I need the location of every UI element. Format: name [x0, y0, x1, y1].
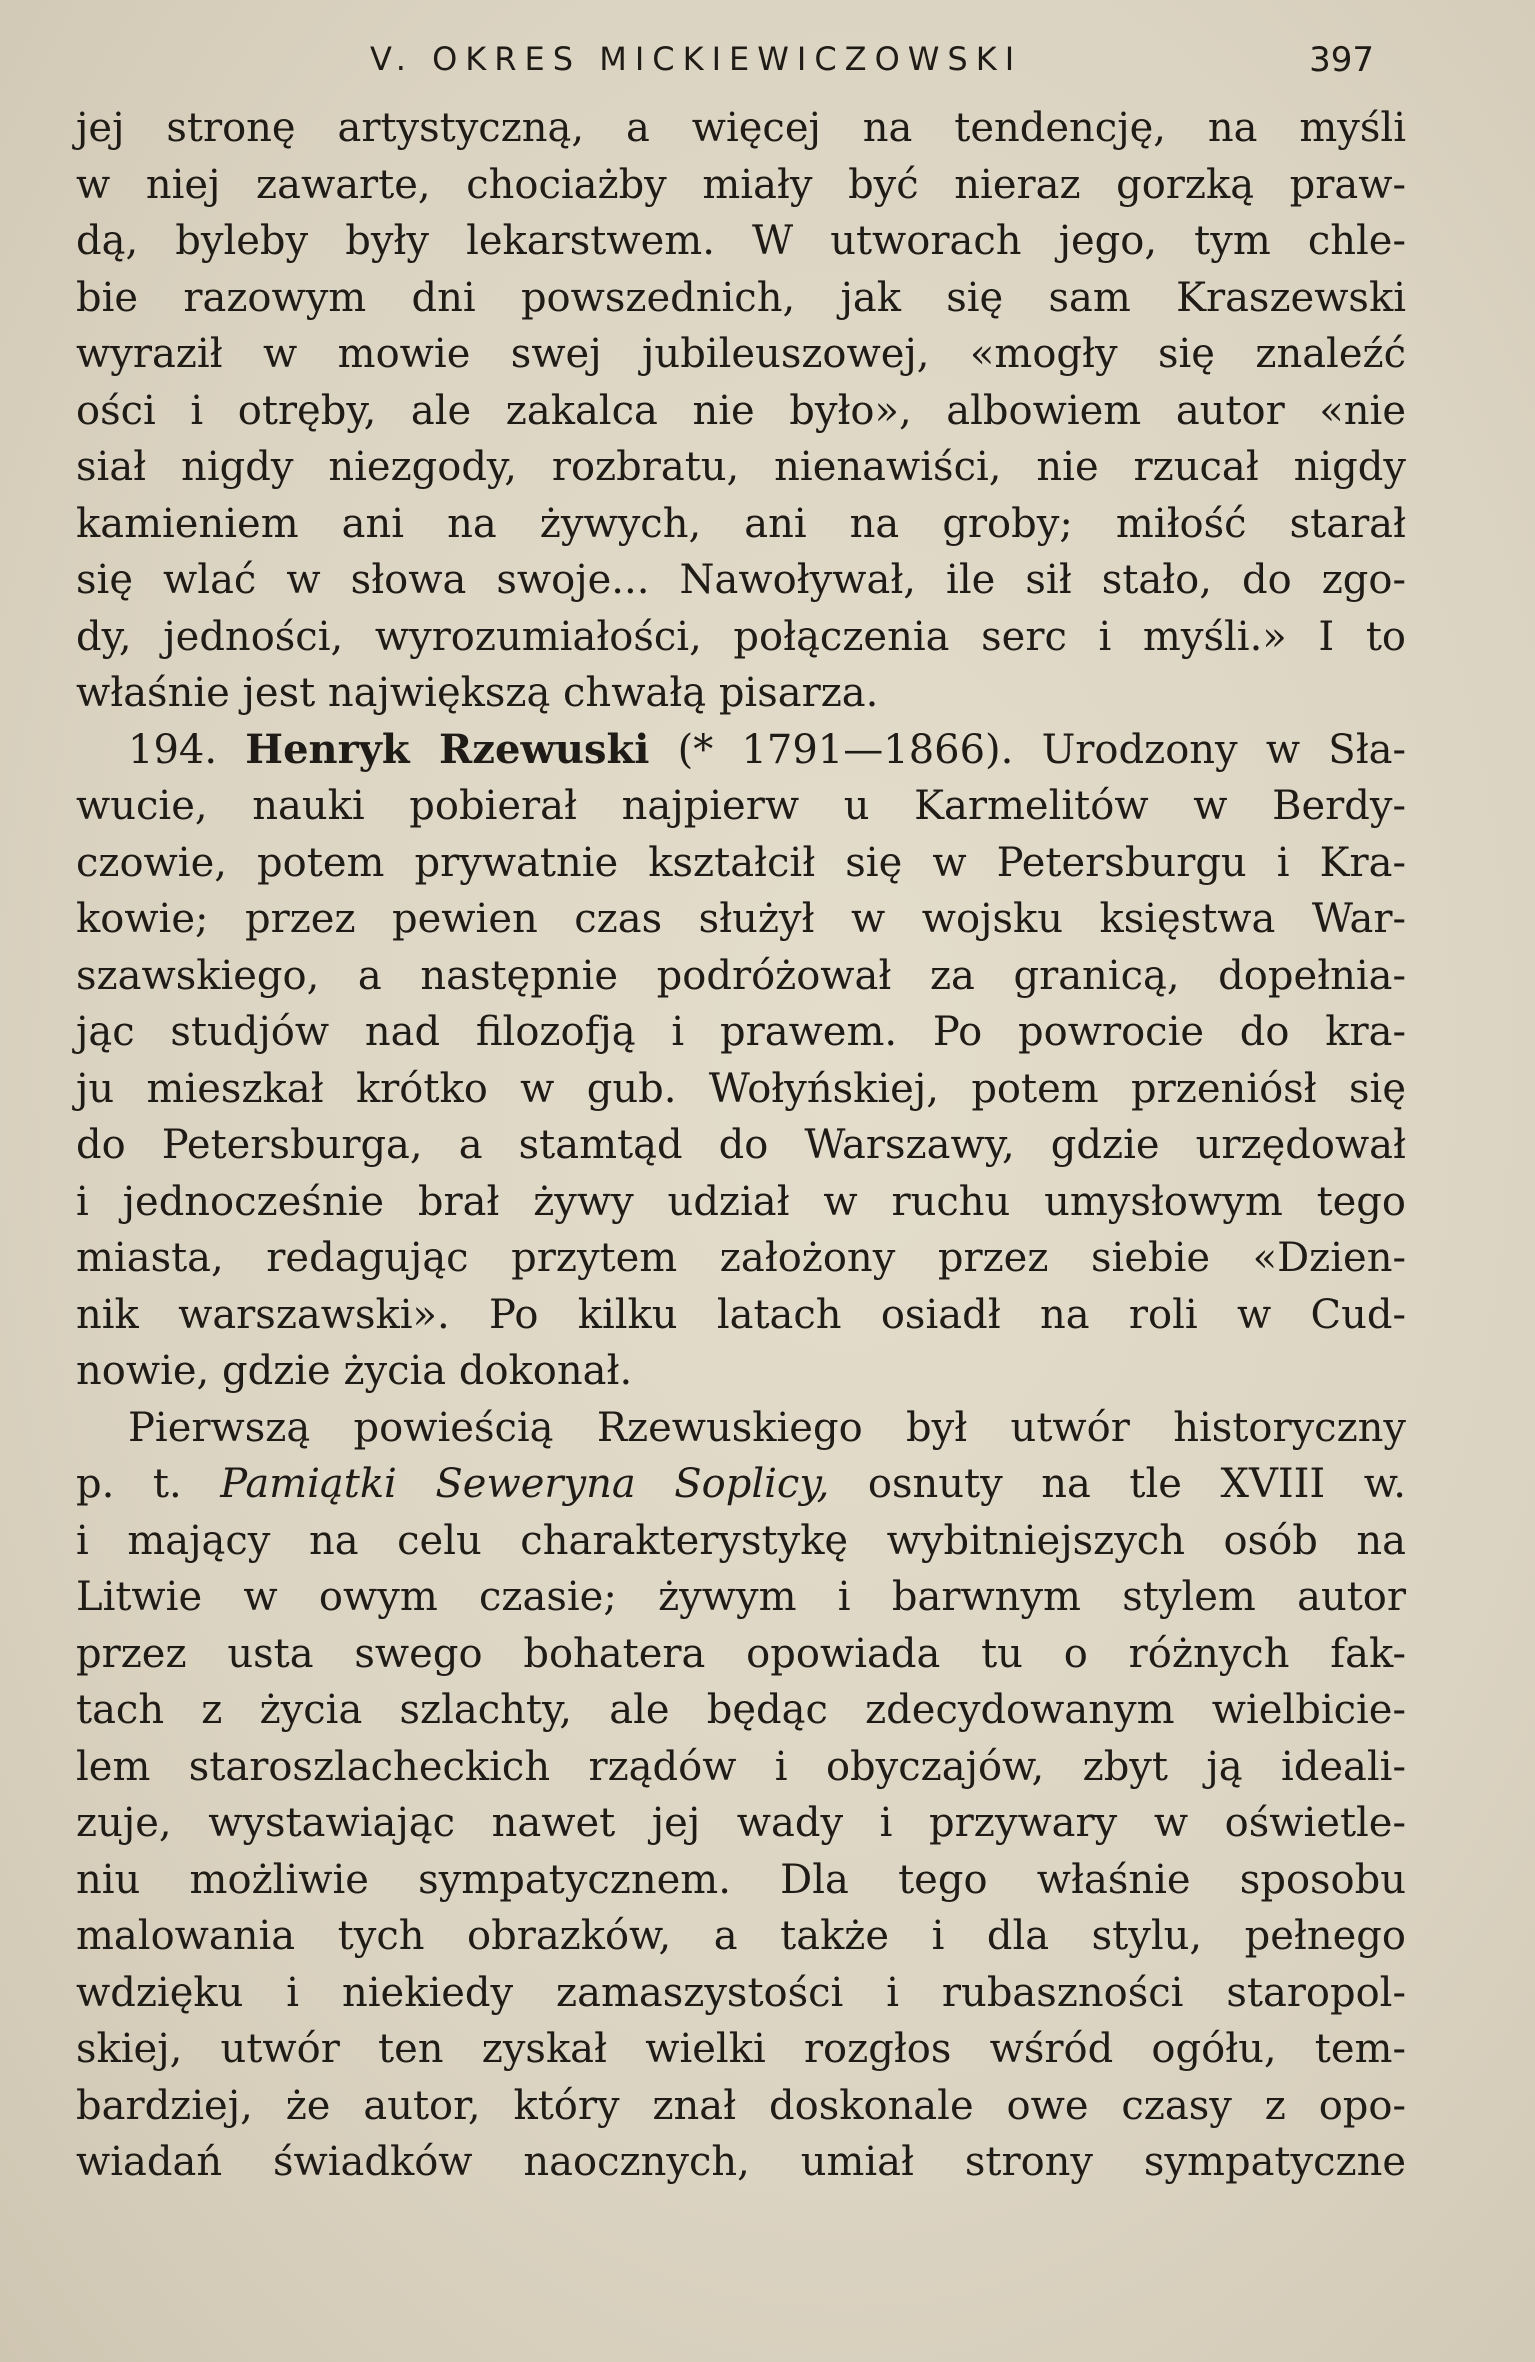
body-text	[76, 100, 1406, 2191]
text-line: siał nigdy niezgody, rozbratu, nienawiści, nie rzucał nigdy	[76, 444, 1406, 490]
text-line: przez usta swego bohatera opowiada tu o różnych fak-	[76, 1630, 1406, 1677]
text-line-with-title	[76, 1456, 1406, 1513]
section-heading-line	[76, 722, 1406, 779]
text-line: do Petersburga, a stamtąd do Warszawy, gdzie urzędował	[76, 1122, 1406, 1168]
text-line: właśnie jest największą chwałą pisarza.	[76, 670, 879, 716]
running-head: V. OKRES MICKIEWICZOWSKI	[370, 40, 1023, 78]
work-title: Pamiątki Seweryna Soplicy,	[220, 1461, 830, 1507]
text-line: malowania tych obrazków, a także i dla stylu, pełnego	[76, 1913, 1406, 1959]
page-number: 397	[1309, 40, 1374, 80]
text-line: czowie, potem prywatnie kształcił się w Petersburgu i Kra-	[76, 839, 1406, 886]
text-line: nik warszawski». Po kilku latach osiadł na roli w Cud-	[76, 1291, 1406, 1338]
title-prefix: p. t.	[76, 1461, 182, 1507]
text-line: wyraził w mowie swej jubileuszowej, «mogły się znaleźć	[76, 331, 1406, 377]
text-line: nowie, gdzie życia dokonał.	[76, 1348, 633, 1394]
text-line: dy, jedności, wyrozumiałości, połączenia serc i myśli.» I to	[76, 613, 1406, 660]
text-line: kowie; przez pewien czas służył w wojsku księstwa War-	[76, 896, 1406, 942]
text-line: zuje, wystawiając nawet jej wady i przywary w oświetle-	[76, 1800, 1406, 1846]
text-line: skiej, utwór ten zyskał wielki rozgłos wśród ogółu, tem-	[76, 2026, 1406, 2072]
text-line: i mający na celu charakterystykę wybitniejszych osób na	[76, 1517, 1406, 1564]
text-line: w niej zawarte, chociażby miały być nieraz gorzką praw-	[76, 161, 1406, 208]
text-line: ości i otręby, ale zakalca nie było», albowiem autor «nie	[76, 387, 1406, 434]
text-line: bie razowym dni powszednich, jak się sam Kraszewski	[76, 274, 1406, 321]
text-line: kamieniem ani na żywych, ani na groby; miłość starał	[76, 500, 1406, 547]
title-suffix: osnuty na tle XVIII w.	[867, 1461, 1406, 1507]
text-line: jąc studjów nad filozofją i prawem. Po powrocie do kra-	[76, 1009, 1406, 1055]
text-line: dą, byleby były lekarstwem. W utworach jego, tym chle-	[76, 218, 1406, 264]
text-line: wdzięku i niekiedy zamaszystości i rubaszności staropol-	[76, 1969, 1406, 2016]
text-line: niu możliwie sympatycznem. Dla tego właśnie sposobu	[76, 1856, 1406, 1903]
text-line: lem staroszlacheckich rządów i obyczajów, zbyt ją ideali-	[76, 1743, 1406, 1790]
section-number: 194.	[128, 726, 218, 773]
text-line: wucie, nauki pobierał najpierw u Karmelitów w Berdy-	[76, 783, 1406, 829]
text-line: i jednocześnie brał żywy udział w ruchu umysłowym tego	[76, 1178, 1406, 1225]
text-line: miasta, redagując przytem założony przez siebie «Dzien-	[76, 1235, 1406, 1281]
text-line: wiadań świadków naocznych, umiał strony sympatyczne	[76, 2139, 1406, 2185]
text-line: szawskiego, a następnie podróżował za granicą, dopełnia-	[76, 952, 1406, 999]
section-name: Henryk Rzewuski	[245, 725, 650, 773]
text-line: Litwie w owym czasie; żywym i barwnym stylem autor	[76, 1574, 1406, 1620]
section-dates: (* 1791—1866).	[677, 726, 1014, 773]
text-line: Pierwszą powieścią Rzewuskiego był utwór historyczny	[128, 1404, 1406, 1451]
section-first-line-rest: Urodzony w Sła-	[1041, 726, 1407, 773]
text-line: bardziej, że autor, który znał doskonale owe czasy z opo-	[76, 2082, 1406, 2129]
text-line: tach z życia szlachty, ale będąc zdecydowanym wielbicie-	[76, 1687, 1406, 1733]
page-header	[70, 40, 1374, 80]
text-line: ju mieszkał krótko w gub. Wołyńskiej, potem przeniósł się	[76, 1065, 1406, 1112]
text-line: jej stronę artystyczną, a więcej na tendencję, na myśli	[76, 105, 1406, 151]
text-line: się wlać w słowa swoje... Nawoływał, ile sił stało, do zgo-	[76, 557, 1406, 603]
